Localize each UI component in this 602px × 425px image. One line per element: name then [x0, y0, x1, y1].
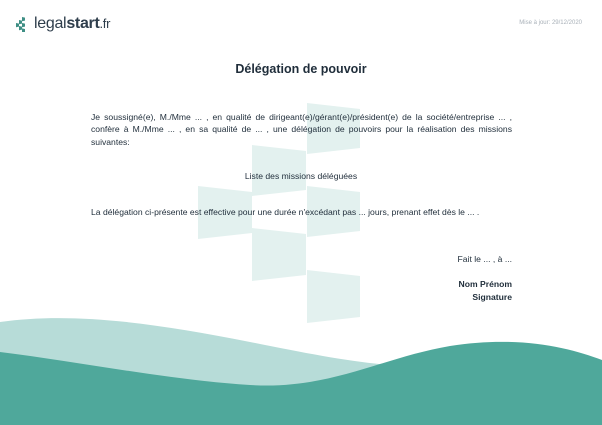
logo-mark-icon — [16, 17, 31, 32]
footer-wave — [0, 300, 602, 425]
signature-block — [458, 254, 512, 303]
logo-text-start: start — [66, 15, 100, 32]
place-date-line: Fait le ... , à ... — [457, 254, 512, 264]
effective-statement: La délégation ci-présente est effective pour une durée n'excédant pas ... jours, prenant effet dès le ... . — [91, 207, 480, 217]
document-title: Délégation de pouvoir — [235, 62, 367, 76]
legalstart-logo[interactable] — [16, 16, 110, 32]
logo-text-legal: legal — [34, 15, 67, 32]
missions-heading: Liste des missions déléguées — [244, 171, 358, 181]
signatory-name: Nom Prénom — [458, 279, 512, 289]
signature-label: Signature — [472, 291, 512, 302]
logo-wordmark — [34, 16, 110, 32]
intro-paragraph: Je soussigné(e), M./Mme ... , en qualité de dirigeant(e)/gérant(e)/président(e) de la société/entreprise ... , confère à M./Mme ... , en sa qualité de ... , une délégation de pouvoirs pour la réalisation des missions suivantes: — [91, 112, 512, 147]
logo-text-fr: .fr — [99, 16, 111, 31]
update-date: Mise à jour: 29/12/2020 — [519, 20, 582, 26]
